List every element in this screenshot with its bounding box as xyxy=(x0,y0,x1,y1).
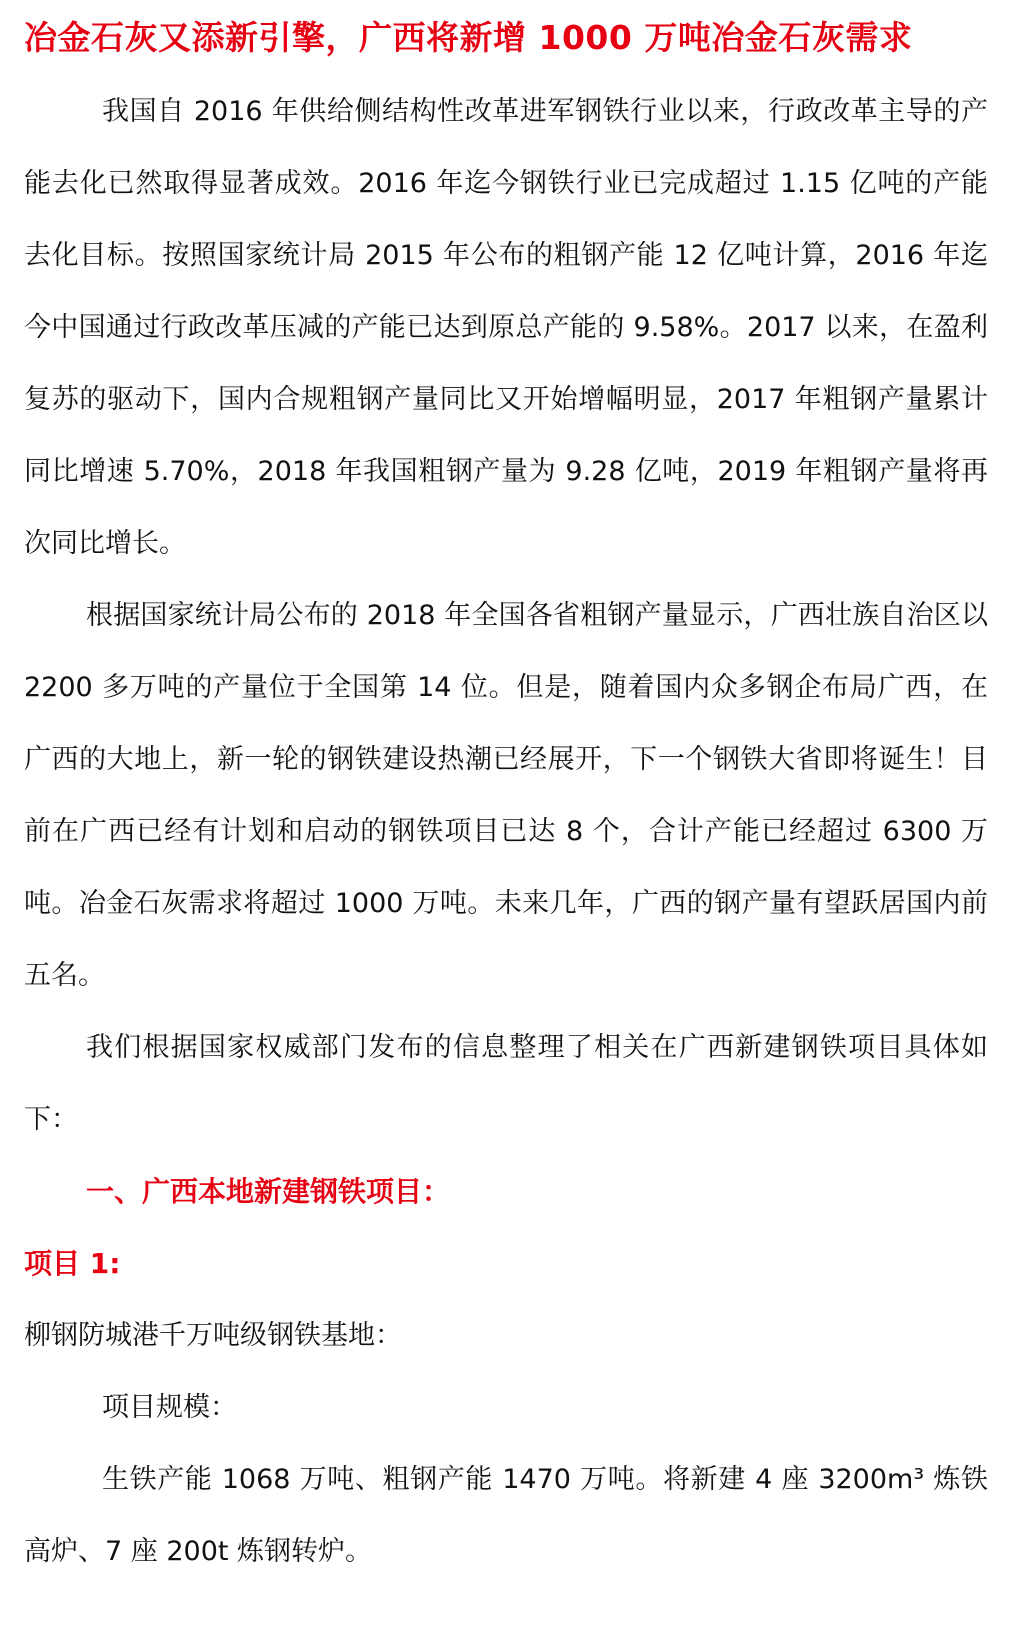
article-title: 冶金石灰又添新引擎，广西将新增 1000 万吨冶金石灰需求 xyxy=(24,18,913,57)
paragraph-guangxi-output: 根据国家统计局公布的 2018 年全国各省粗钢产量显示，广西壮族自治区以 2200 多万吨的产量位于全国第 14 位。但是，随着国内众多钢企布局广西，在广西的大地上，新一轮的钢铁建设热潮已经展开，下一个钢铁大省即将诞生！目前在广西已经有计划和启动的钢铁项目已达 8 个，合计产能已经超过 6300 万吨。冶金石灰需求将超过 1000 万吨。未来几年，广西的钢产量有望跃居国内前五名。 xyxy=(24,600,988,991)
paragraph-project-intro: 我们根据国家权威部门发布的信息整理了相关在广西新建钢铁项目具体如下： xyxy=(24,1032,988,1135)
project-1-scale-text: 生铁产能 1068 万吨、粗钢产能 1470 万吨。将新建 4 座 3200m³ 炼铁高炉、7 座 200t 炼钢转炉。 xyxy=(24,1464,988,1567)
paragraph-steel-reform: 我国自 2016 年供给侧结构性改革进军钢铁行业以来，行政改革主导的产能去化已然取得显著成效。2016 年迄今钢铁行业已完成超过 1.15 亿吨的产能去化目标。按照国家统计局 2015 年公布的粗钢产能 12 亿吨计算，2016 年迄今中国通过行政改革压减的产能已达到原总产能的 9.58%。2017 以来，在盈利复苏的驱动下，国内合规粗钢产量同比又开始增幅明显，2017 年粗钢产量累计同比增速 5.70%，2018 年我国粗钢产量为 9.28 亿吨，2019 年粗钢产量将再次同比增长。 xyxy=(24,96,988,559)
project-1-name: 柳钢防城港千万吨级钢铁基地： xyxy=(24,1320,402,1351)
project-1-scale-label: 项目规模： xyxy=(102,1392,237,1423)
project-1-label: 项目 1: xyxy=(24,1247,121,1280)
section-heading-local-projects: 一、广西本地新建钢铁项目： xyxy=(86,1175,451,1208)
